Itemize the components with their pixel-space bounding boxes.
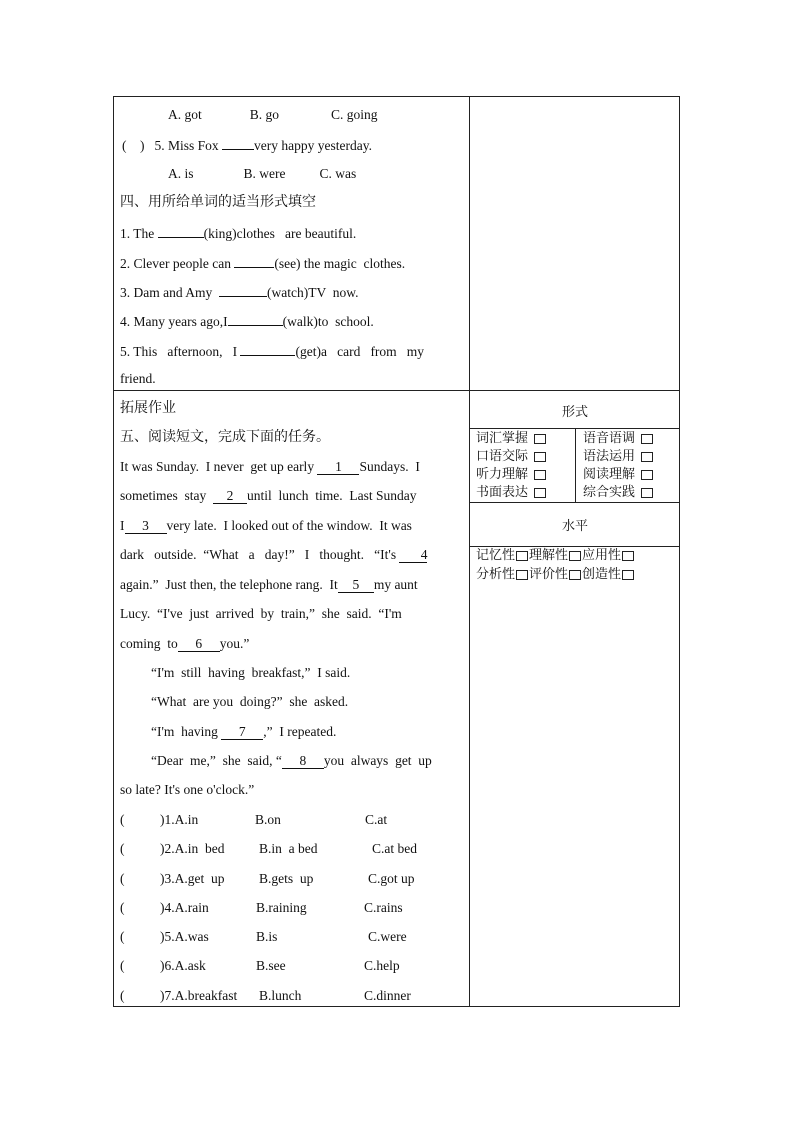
skills-column-divider: [575, 428, 576, 502]
fill-item-3: 3. Dam and Amy (watch)TV now.: [120, 282, 358, 302]
skill-right-3: 阅读理解: [583, 466, 653, 484]
levels-row-1: 记忆性 理解性 应用性: [476, 547, 635, 565]
fill-item-5: 5. This afternoon, I (get)a card from my: [120, 341, 424, 361]
form-title: 形式: [561, 405, 588, 420]
mc-row-1: ( )1.A.in B.on C.at: [120, 812, 388, 827]
levels-row-2: 分析性 评价性 创造性: [476, 566, 635, 584]
checkbox[interactable]: [516, 551, 528, 561]
extension-label: 拓展作业: [120, 400, 176, 416]
skill-left-1: 词汇掌握: [476, 430, 546, 448]
passage-line-8: “I'm still having breakfast,” I said.: [151, 665, 351, 680]
checkbox[interactable]: [569, 551, 581, 561]
mc-row-5: ( )5.A.was B.is C.were: [120, 929, 407, 944]
passage-line-11: “Dear me,” she said, “ 8 you always get up: [151, 753, 432, 768]
skill-right-1: 语音语调: [583, 430, 653, 448]
checkbox[interactable]: [534, 452, 546, 462]
mc-row-3: ( )3.A.get up B.gets up C.got up: [120, 871, 415, 886]
passage-line-12: so late? It's one o'clock.”: [120, 782, 255, 797]
passage-line-2: sometimes stay 2 until lunch time. Last Sunday: [120, 488, 417, 503]
skill-right-4: 综合实践: [583, 484, 653, 502]
fill-item-4: 4. Many years ago,I (walk)to school.: [120, 311, 374, 331]
options-q4: A. got B. go C. going: [168, 107, 378, 122]
checkbox[interactable]: [622, 551, 634, 561]
question-5: ( ) 5. Miss Fox very happy yesterday.: [122, 135, 372, 155]
skill-left-3: 听力理解: [476, 466, 546, 484]
checkbox[interactable]: [641, 488, 653, 498]
passage-line-4: dark outside. “What a day!” I thought. “It's 4: [120, 547, 428, 562]
checkbox[interactable]: [569, 570, 581, 580]
skill-left-4: 书面表达: [476, 484, 546, 502]
checkbox[interactable]: [516, 570, 528, 580]
row-divider: [113, 390, 680, 391]
checkbox[interactable]: [641, 470, 653, 480]
checkbox[interactable]: [534, 488, 546, 498]
passage-line-9: “What are you doing?” she asked.: [151, 694, 349, 709]
checkbox[interactable]: [641, 434, 653, 444]
fill-item-1: 1. The (king)clothes are beautiful.: [120, 223, 356, 243]
mc-row-7: ( )7.A.breakfast B.lunch C.dinner: [120, 988, 411, 1003]
level-title: 水平: [561, 519, 588, 534]
mc-row-2: ( )2.A.in bed B.in a bed C.at bed: [120, 841, 417, 856]
skill-right-2: 语法运用: [583, 448, 653, 466]
section-4-heading: 四、用所给单词的适当形式填空: [120, 194, 316, 210]
fill-item-2: 2. Clever people can (see) the magic clothes.: [120, 253, 405, 273]
mc-row-4: ( )4.A.rain B.raining C.rains: [120, 900, 403, 915]
section-5-heading: 五、阅读短文，完成下面的任务。: [120, 429, 330, 445]
skills-divider: [469, 502, 680, 503]
options-q5: A. is B. were C. was: [168, 166, 357, 181]
mc-row-6: ( )6.A.ask B.see C.help: [120, 958, 400, 973]
checkbox[interactable]: [622, 570, 634, 580]
column-divider: [469, 96, 470, 1007]
passage-line-3: I 3 very late. I looked out of the window. It was: [120, 518, 412, 533]
checkbox[interactable]: [641, 452, 653, 462]
passage-line-1: It was Sunday. I never get up early 1 Sundays. I: [120, 459, 420, 474]
checkbox[interactable]: [534, 434, 546, 444]
skill-left-2: 口语交际: [476, 448, 546, 466]
passage-line-7: coming to 6 you.”: [120, 636, 250, 651]
fill-item-5-cont: friend.: [120, 371, 156, 386]
passage-line-6: Lucy. “I've just arrived by train,” she said. “I'm: [120, 606, 402, 621]
passage-line-5: again.” Just then, the telephone rang. It 5 my aunt: [120, 577, 418, 592]
checkbox[interactable]: [534, 470, 546, 480]
passage-line-10: “I'm having 7 ,” I repeated.: [151, 724, 337, 739]
